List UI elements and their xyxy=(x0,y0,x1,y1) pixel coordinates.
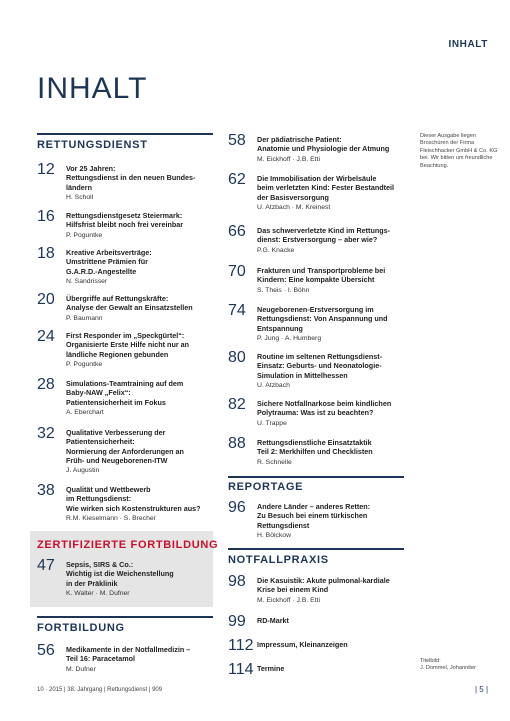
entry-title: RD-Markt xyxy=(257,616,289,625)
entry-authors: M. Eickhoff · J.B. Etti xyxy=(257,155,320,163)
entry-authors: A. Eberchart xyxy=(66,408,104,416)
page-number: 20 xyxy=(37,291,55,308)
section-divider xyxy=(37,133,213,135)
section-title-rettungsdienst: RETTUNGSDIENST xyxy=(37,139,148,151)
entry-authors: U. Trappe xyxy=(257,419,287,427)
entry-title: Routine im seltenen Rettungsdienst- Einsatz: Geburts- und Neonatologie- Simulation in Mittelhessen xyxy=(257,352,382,380)
entry-authors: H. Bölckow xyxy=(257,531,291,539)
entry-authors: R.M. Kieselmann · S. Brecher xyxy=(66,514,156,522)
section-title-notfallpraxis: NOTFALLPRAXIS xyxy=(228,554,329,566)
entry-authors: N. Sandrisser xyxy=(66,277,108,285)
page-number: 80 xyxy=(228,349,246,366)
entry-authors: J. Augustin xyxy=(66,467,100,475)
entry-authors: H. Scholl xyxy=(66,193,94,201)
header-section-label: INHALT xyxy=(448,39,488,50)
page-number: 24 xyxy=(37,328,55,345)
page-number: 58 xyxy=(228,132,246,149)
page-number: 12 xyxy=(37,161,55,178)
entry-title: Qualität und Wettbewerb im Rettungsdienst: Wie wirken sich Kostenstrukturen aus? xyxy=(66,485,201,513)
section-title-certified-training: ZERTIFIZIERTE FORTBILDUNG xyxy=(37,539,219,551)
entry-authors: U. Atzbach · M. Kreinest xyxy=(257,203,331,211)
supplement-note: Dieser Ausgabe liegen Broschüren der Firma Fleischhacker GmbH & Co. KG bei. Wir bitten um freundliche Beachtung. xyxy=(420,133,498,169)
entry-authors: U. Atzbach xyxy=(257,381,290,389)
section-divider xyxy=(37,616,213,618)
page-number: 96 xyxy=(228,499,246,516)
entry-title: Die Immobilisation der Wirbelsäule beim verletzten Kind: Fester Bestandteil der Basisversorgung xyxy=(257,174,394,202)
entry-title: Qualitative Verbesserung der Patientensicherheit: Normierung der Anforderungen an Früh- und Neugeborenen-ITW xyxy=(66,428,184,465)
page-number-footer: | 5 | xyxy=(475,685,489,694)
entry-authors: S. Theis · I. Böhn xyxy=(257,286,310,294)
entry-authors: P. Jung · A. Humberg xyxy=(257,334,322,342)
page-title: INHALT xyxy=(37,72,148,105)
entry-title: Rettungsdienstliche Einsatztaktik Teil 2: Merkhilfen und Checklisten xyxy=(257,438,373,457)
entry-title: Das schwerverletzte Kind im Rettungs- dienst: Erstversorgung – aber wie? xyxy=(257,226,391,245)
entry-title: Frakturen und Transportprobleme bei Kindern: Eine kompakte Übersicht xyxy=(257,266,386,285)
section-divider xyxy=(228,476,404,478)
entry-title: Andere Länder – anderes Retten: Zu Besuch bei einem türkischen Rettungsdienst xyxy=(257,502,371,530)
page-number: 114 xyxy=(228,661,254,678)
page-number: 56 xyxy=(37,642,55,659)
section-divider xyxy=(228,548,404,550)
entry-title: Kreative Arbeitsverträge: Umstrittene Prämien für G.A.R.D.-Angestellte xyxy=(66,248,152,276)
entry-title: First Responder im „Speckgürtel“: Organisierte Erste Hilfe nicht nur an ländliche Regionen gebunden xyxy=(66,331,190,359)
entry-authors: P. Poguntke xyxy=(66,231,103,239)
entry-title: Die Kasuistik: Akute pulmonal-kardiale Krise bei einem Kind xyxy=(257,576,390,595)
section-title-reportage: REPORTAGE xyxy=(228,481,304,493)
entry-title: Medikamente in der Notfallmedizin – Teil 16: Paracetamol xyxy=(66,645,191,664)
page-number: 88 xyxy=(228,435,246,452)
entry-title: Vor 25 Jahren: Rettungsdienst in den neuen Bundes- ländern xyxy=(66,164,196,192)
entry-title: Termine xyxy=(257,664,285,673)
page-number: 32 xyxy=(37,425,55,442)
entry-authors: M. Dufner xyxy=(66,665,96,673)
entry-title: Rettungsdienstgesetz Steiermark: Hilfsfrist bleibt noch frei vereinbar xyxy=(66,211,184,230)
page-number: 38 xyxy=(37,482,55,499)
page-number: 74 xyxy=(228,302,246,319)
page-number: 66 xyxy=(228,223,246,240)
page-number: 28 xyxy=(37,376,55,393)
entry-authors: M. Eickhoff · J.B. Etti xyxy=(257,596,320,604)
cover-image-credit: Titelbild: J. Dommel, Johanniter xyxy=(420,658,476,672)
page-number: 99 xyxy=(228,613,246,630)
page-number: 70 xyxy=(228,263,246,280)
entry-title: Der pädiatrische Patient: Anatomie und Physiologie der Atmung xyxy=(257,135,390,154)
entry-authors: P. Baumann xyxy=(66,314,103,322)
entry-title: Übergriffe auf Rettungskräfte: Analyse der Gewalt an Einsatzstellen xyxy=(66,294,193,313)
page-number: 112 xyxy=(228,637,254,654)
entry-authors: R. Schnelle xyxy=(257,458,292,466)
page-number: 16 xyxy=(37,208,55,225)
page-number: 62 xyxy=(228,171,246,188)
page-number: 82 xyxy=(228,396,246,413)
page-number: 47 xyxy=(37,557,55,574)
entry-title: Neugeborenen-Erstversorgung im Rettungsdienst: Von Anspannung und Entspannung xyxy=(257,305,388,333)
page-number: 98 xyxy=(228,573,246,590)
entry-title: Simulations-Teamtraining auf dem Baby-NAW „Felix“: Patientensicherheit im Fokus xyxy=(66,379,184,407)
entry-title: Sepsis, SIRS & Co.: Wichtig ist die Weichenstellung in der Präklinik xyxy=(66,560,174,588)
section-title-training: FORTBILDUNG xyxy=(37,622,125,634)
entry-authors: P. Poguntke xyxy=(66,360,103,368)
page-number: 18 xyxy=(37,245,55,262)
entry-authors: P.G. Knacke xyxy=(257,246,295,254)
entry-authors: K. Walter · M. Dufner xyxy=(66,589,130,597)
footer-issue-info: 10 · 2015 | 38. Jahrgang | Rettungsdienst | 909 xyxy=(37,687,163,693)
entry-title: Impressum, Kleinanzeigen xyxy=(257,640,348,649)
entry-title: Sichere Notfallnarkose beim kindlichen Polytrauma: Was ist zu beachten? xyxy=(257,399,392,418)
